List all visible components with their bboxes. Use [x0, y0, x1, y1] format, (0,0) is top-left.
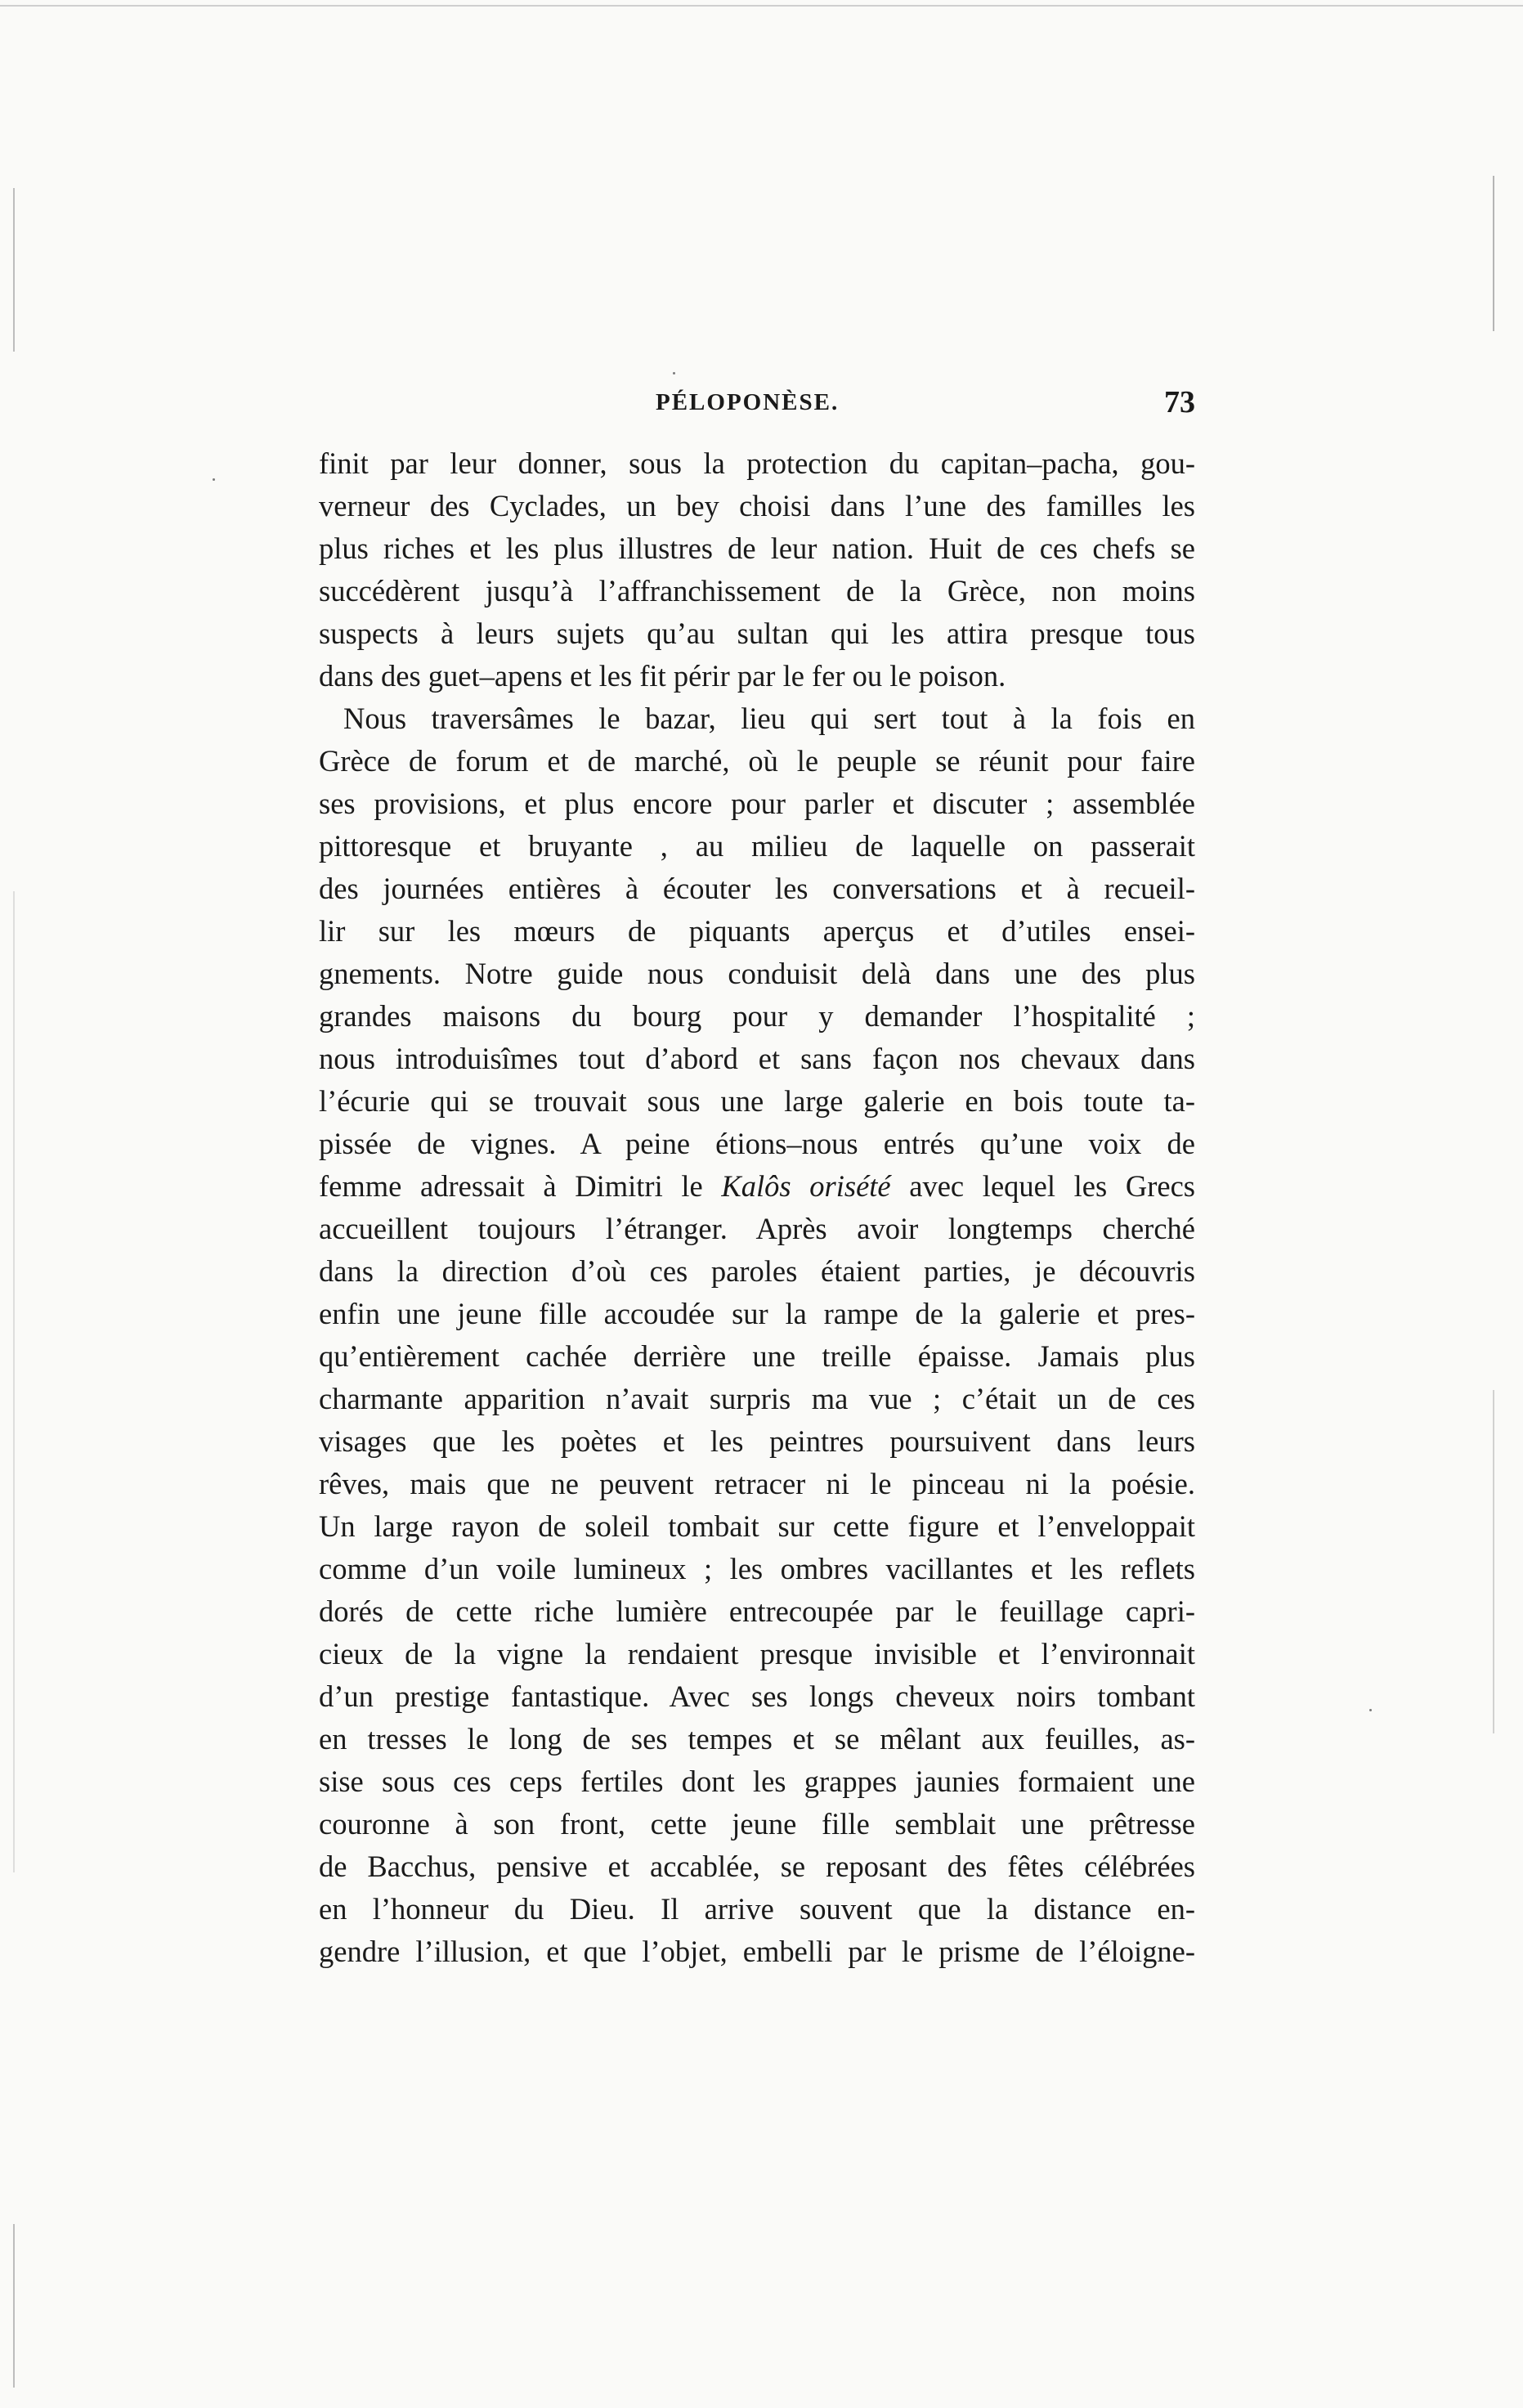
text-line: lir sur les mœurs de piquants aperçus et d’utiles ensei-: [319, 914, 1195, 948]
text-line: dans la direction d’où ces paroles étaient parties, je découvris: [319, 1254, 1195, 1288]
body-text: [319, 442, 1195, 1973]
text-line: dorés de cette riche lumière entrecoupée par le feuillage capri-: [319, 1594, 1195, 1628]
text-line: rêves, mais que ne peuvent retracer ni le pinceau ni la poésie.: [319, 1467, 1195, 1500]
text-line: en tresses le long de ses tempes et se mêlant aux feuilles, as-: [319, 1722, 1195, 1756]
text-line: des journées entières à écouter les conversations et à recueil-: [319, 872, 1195, 905]
scan-speck: [213, 478, 215, 481]
text-line: couronne à son front, cette jeune fille semblait une prêtresse: [319, 1807, 1195, 1841]
text-line-with-italic: [319, 1165, 1195, 1208]
running-header: [319, 384, 1195, 425]
text-line: enfin une jeune fille accoudée sur la rampe de la galerie et pres-: [319, 1297, 1195, 1330]
text-line: sise sous ces ceps fertiles dont les grappes jaunies formaient une: [319, 1765, 1195, 1798]
scan-speck: [673, 372, 675, 374]
italic-phrase: Kalôs orisété: [721, 1169, 891, 1203]
text-line: visages que les poètes et les peintres poursuivent dans leurs: [319, 1424, 1195, 1458]
text-line: cieux de la vigne la rendaient presque invisible et l’environnait: [319, 1637, 1195, 1670]
scan-right-edge-middle: [1493, 1390, 1494, 1733]
scan-top-edge: [0, 5, 1523, 7]
text-line: grandes maisons du bourg pour y demander l’hospitalité ;: [319, 999, 1195, 1033]
text-line: charmante apparition n’avait surpris ma vue ; c’était un de ces: [319, 1382, 1195, 1415]
running-title: PÉLOPONÈSE.: [656, 389, 840, 415]
text-line: qu’entièrement cachée derrière une treille épaisse. Jamais plus: [319, 1339, 1195, 1373]
text-line: comme d’un voile lumineux ; les ombres vacillantes et les reflets: [319, 1552, 1195, 1585]
text-line: en l’honneur du Dieu. Il arrive souvent que la distance en-: [319, 1892, 1195, 1926]
scan-right-edge-upper: [1493, 176, 1494, 331]
scan-speck: [1369, 1709, 1372, 1711]
text-line: suspects à leurs sujets qu’au sultan qui les attira presque tous: [319, 617, 1195, 650]
text-line: de Bacchus, pensive et accablée, se reposant des fêtes célébrées: [319, 1850, 1195, 1883]
paragraph-first-line: Nous traversâmes le bazar, lieu qui sert tout à la fois en: [343, 702, 1195, 735]
text-line: accueillent toujours l’étranger. Après avoir longtemps cherché: [319, 1212, 1195, 1245]
text-line: pissée de vignes. A peine étions–nous entrés qu’une voix de: [319, 1127, 1195, 1160]
text-line: dans des guet–apens et les fit périr par le fer ou le poison.: [319, 659, 1006, 693]
text-line: l’écurie qui se trouvait sous une large galerie en bois toute ta-: [319, 1084, 1195, 1118]
scan-left-edge-upper: [13, 188, 15, 352]
text-line: Un large rayon de soleil tombait sur cette figure et l’enveloppait: [319, 1509, 1195, 1543]
text-line: ses provisions, et plus encore pour parler et discuter ; assemblée: [319, 787, 1195, 820]
text-line: pittoresque et bruyante , au milieu de laquelle on passerait: [319, 829, 1195, 863]
text-line: plus riches et les plus illustres de leur nation. Huit de ces chefs se: [319, 531, 1195, 565]
text-segment: avec lequel les Grecs: [890, 1169, 1195, 1203]
text-line: Grèce de forum et de marché, où le peuple se réunit pour faire: [319, 744, 1195, 778]
scan-left-edge-middle: [13, 891, 15, 1872]
text-line: succédèrent jusqu’à l’affranchissement de la Grèce, non moins: [319, 574, 1195, 608]
text-line: d’un prestige fantastique. Avec ses longs cheveux noirs tombant: [319, 1679, 1195, 1713]
text-line: verneur des Cyclades, un bey choisi dans l’une des familles les: [319, 489, 1195, 522]
text-line: gnements. Notre guide nous conduisit delà dans une des plus: [319, 957, 1195, 990]
text-line: finit par leur donner, sous la protection du capitan–pacha, gou-: [319, 446, 1195, 480]
page-number: 73: [1164, 385, 1195, 419]
scan-left-edge-lower: [13, 2224, 15, 2388]
text-segment: femme adressait à Dimitri le: [319, 1169, 722, 1203]
text-line: nous introduisîmes tout d’abord et sans façon nos chevaux dans: [319, 1042, 1195, 1075]
text-line: gendre l’illusion, et que l’objet, embelli par le prisme de l’éloigne-: [319, 1935, 1195, 1968]
